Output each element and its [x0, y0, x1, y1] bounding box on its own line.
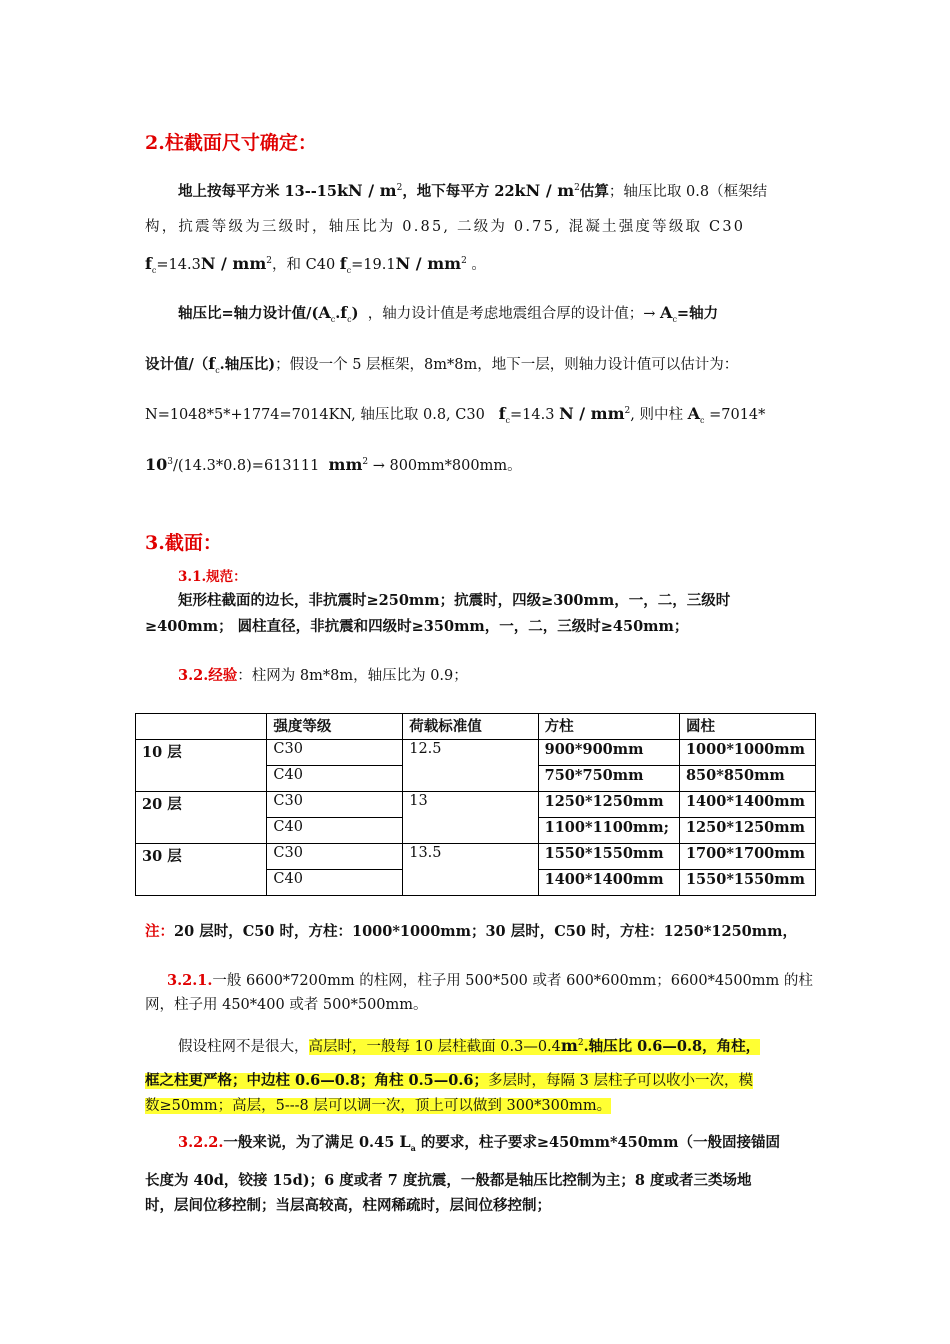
sec2-l7-c: → 800mm*800mm。: [372, 458, 522, 474]
fc-symbol-3: f: [340, 303, 348, 322]
s322-text-b: 的要求，柱子要求≥450mm*450mm（一般固接锚固: [420, 1134, 780, 1151]
note-label: 注：: [145, 923, 174, 940]
hl-pre: 假设柱网不是很大，: [178, 1039, 309, 1055]
sec2-line-3: $f_c=14.3N / mm^2$，和 C40 $f_c=19.1N / mm^2$ 。: [145, 254, 486, 275]
sec2-l6-d: =7014*: [709, 407, 766, 423]
sec2-l1-bold-c: 估算: [579, 183, 609, 200]
square-cell: 750*750mm: [538, 766, 679, 792]
s322-text-a: 一般来说，为了满足 0.45: [223, 1134, 395, 1151]
s322-line-1: 3.2.2.一般来说，为了满足 0.45 $L_a$ 的要求，柱子要求≥450mm*450mm（一般固接锚固: [178, 1132, 780, 1153]
header-cell: 强度等级: [267, 714, 403, 740]
hl-span-2: [145, 1073, 753, 1089]
square-cell: 900*900mm: [538, 740, 679, 766]
sec2-l1-bold-a: 地上按每平方米 13--15: [178, 183, 337, 200]
floor-cell: 20 层: [136, 792, 267, 844]
s322-line-2: 长度为 40d，铰接 15d)；6 度或者 7 度抗震，一般都是轴压比控制为主；8 度或者三类场地: [145, 1172, 752, 1189]
sec2-line-1: 地上按每平方米 $13--15kN / m^2$，地下每平方 $22kN / m^2$估算；轴压比取 0.8（框架结: [178, 181, 768, 200]
sec2-l1-rest: ；轴压比取 0.8（框架结: [608, 184, 768, 200]
s31-label-text: 3.1.规范：: [178, 569, 247, 585]
floor-cell: 30 层: [136, 844, 267, 896]
round-cell: 1550*1550mm: [679, 870, 815, 896]
sec2-l4-tail: =轴力: [676, 305, 719, 322]
table-header-row: [136, 714, 816, 740]
s321-line-1: [167, 971, 837, 991]
fc-unit: N / mm: [200, 254, 267, 273]
s322-label: 3.2.2.: [178, 1134, 224, 1151]
axial-ratio-def: 轴压比=轴力设计值/(: [178, 305, 319, 322]
sec2-l5-bold2: .轴压比): [219, 356, 276, 373]
sec2-line-4: 轴压比=轴力设计值$/(A_c.f_c)$ ，轴力设计值是考虑地震组合厚的设计值；→ $A_c=$轴力: [178, 303, 719, 324]
section-2-heading: 2.柱截面尺寸确定：: [145, 132, 317, 154]
sec2-l7-b: /(14.3*0.8)=613111: [173, 458, 320, 474]
round-cell: 1400*1400mm: [679, 792, 815, 818]
note-text: 20 层时，C50 时，方柱：1000*1000mm；30 层时，C50 时，方柱：1250*1250mm，: [174, 923, 797, 940]
s31-line-1: 矩形柱截面的边长，非抗震时≥250mm；抗震时，四级≥300mm，一，二，三级时: [178, 592, 731, 609]
sec2-l3-and: ，和 C40: [272, 257, 336, 273]
note-line: [145, 922, 815, 942]
round-cell: 1700*1700mm: [679, 844, 815, 870]
table-row: [136, 740, 816, 766]
sec2-l1-unit-2: kN / m: [514, 181, 575, 200]
section-3-heading: 3.截面：: [145, 532, 222, 554]
s31-line-2: ≥400mm； 圆柱直径，非抗震和四级时≥350mm，一，二，三级时≥450mm；: [145, 618, 689, 635]
hl-bold-2: 框之柱更严格；中边柱 0.6—0.8；角柱 0.5—0.6；: [145, 1072, 489, 1089]
sec2-l5-bold: 设计值/（: [145, 356, 209, 373]
la-symbol: L: [399, 1132, 411, 1151]
header-cell: 荷载标准值: [403, 714, 538, 740]
table-row: [136, 844, 816, 870]
sec2-line-2: 构，抗震等级为三级时，轴压比为 0.85, 二级为 0.75, 混凝土强度等级取 C30: [145, 219, 746, 235]
s31-label: [178, 567, 848, 587]
sec2-l6-b: =14.3: [510, 407, 555, 423]
sec2-l6-c: , 则中柱: [630, 407, 683, 423]
column-size-table: [135, 713, 816, 896]
header-cell: 圆柱: [679, 714, 815, 740]
grade-cell: C30: [267, 792, 403, 818]
hl-span-1: 高层时，一般每 10 层柱截面 $0.3—0.4m^2$.轴压比 0.6—0.8，角柱，: [308, 1036, 761, 1055]
hl-text-1: 高层时，一般每 10 层柱截面 0.3—0.4: [308, 1039, 561, 1055]
s32-line: [178, 666, 848, 686]
sec2-l4-rest: ，轴力设计值是考虑地震组合厚的设计值；→: [367, 306, 656, 322]
s32-text: ：柱网为 8m*8m，轴压比为 0.9；: [237, 668, 468, 684]
grade-cell: C30: [267, 844, 403, 870]
dot: .: [335, 305, 341, 322]
ten-base: 10: [145, 455, 168, 474]
mm-unit: mm: [328, 455, 363, 474]
sec2-line-7: $10^3/(14.3*0.8)=613111$ $mm^2 \to 800mm*800mm$。: [145, 455, 522, 474]
header-cell: [136, 714, 267, 740]
fc-unit-2: N / mm: [395, 254, 462, 273]
floor-cell: 10 层: [136, 740, 267, 792]
load-cell: 13.5: [403, 844, 538, 896]
load-cell: 12.5: [403, 740, 538, 792]
hl-line-1: [145, 1036, 815, 1057]
sec2-l6-a: N=1048*5*+1774=7014KN, 轴压比取 0.8, C30: [145, 407, 485, 423]
m-unit: m: [560, 1036, 578, 1055]
table-row: [136, 792, 816, 818]
square-cell: 1550*1550mm: [538, 844, 679, 870]
ac-symbol-3: A: [687, 404, 701, 423]
grade-cell: C40: [267, 818, 403, 844]
load-cell: 13: [403, 792, 538, 844]
header-cell: 方柱: [538, 714, 679, 740]
fc-value-c30: =14.3: [156, 257, 201, 273]
square-cell: 1100*1100mm;: [538, 818, 679, 844]
sec2-line-5: 设计值$/(f_c$.轴压比)；假设一个 5 层框架，8m*8m，地下一层，则轴力设计值可以估计为：: [145, 354, 739, 375]
hl-line-2: [145, 1071, 815, 1091]
sec2-l1-unit: kN / m: [336, 181, 397, 200]
round-cell: 1250*1250mm: [679, 818, 815, 844]
fc-symbol: f: [145, 254, 152, 273]
sec2-l5-rest: ；假设一个 5 层框架，8m*8m，地下一层，则轴力设计值可以估计为：: [275, 357, 739, 373]
close-paren: ): [351, 305, 359, 322]
grade-cell: C40: [267, 870, 403, 896]
ac-symbol-2: A: [660, 303, 673, 322]
square-cell: 1250*1250mm: [538, 792, 679, 818]
grade-cell: C40: [267, 766, 403, 792]
sec2-l1-bold-b: ，地下每平方 22: [402, 183, 515, 200]
fc-value-c40: =19.1: [351, 257, 396, 273]
s32-label: 3.2.经验: [178, 667, 238, 684]
round-cell: 850*850mm: [679, 766, 815, 792]
fc-unit-3: N / mm: [559, 404, 625, 423]
round-cell: 1000*1000mm: [679, 740, 815, 766]
hl-text-3: 数≥50mm；高层，5---8 层可以调一次，顶上可以做到 300*300mm。: [145, 1098, 612, 1114]
s322-line-3: 时，层间位移控制；当层高较高，柱网稀疏时，层间位移控制；: [145, 1197, 551, 1214]
ac-symbol: A: [318, 303, 331, 322]
s321-label: 3.2.1.: [167, 972, 213, 989]
sec2-line-6: N=1048*5*+1774=7014KN, 轴压比取 0.8, C30 $f_c=14.3$ N / $mm^2$, 则中柱 $A_c =7014*$: [145, 404, 766, 425]
s321-text-1: 一般 6600*7200mm 的柱网，柱子用 500*500 或者 600*600mm；6600*4500mm 的柱: [212, 973, 813, 989]
fc-symbol-5: f: [498, 404, 506, 423]
grade-cell: C30: [267, 740, 403, 766]
fc-symbol-2: f: [339, 254, 347, 273]
hl-line-3: [145, 1096, 815, 1116]
sec2-l3-end: 。: [471, 257, 486, 273]
square-cell: 1400*1400mm: [538, 870, 679, 896]
hl-text-2: 多层时，每隔 3 层柱子可以收小一次，模: [488, 1073, 753, 1089]
s321-line-2: 网，柱子用 450*400 或者 500*500mm。: [145, 997, 428, 1013]
fc-symbol-4: f: [208, 354, 216, 373]
hl-bold-1: .轴压比 0.6—0.8，角柱，: [583, 1038, 761, 1055]
